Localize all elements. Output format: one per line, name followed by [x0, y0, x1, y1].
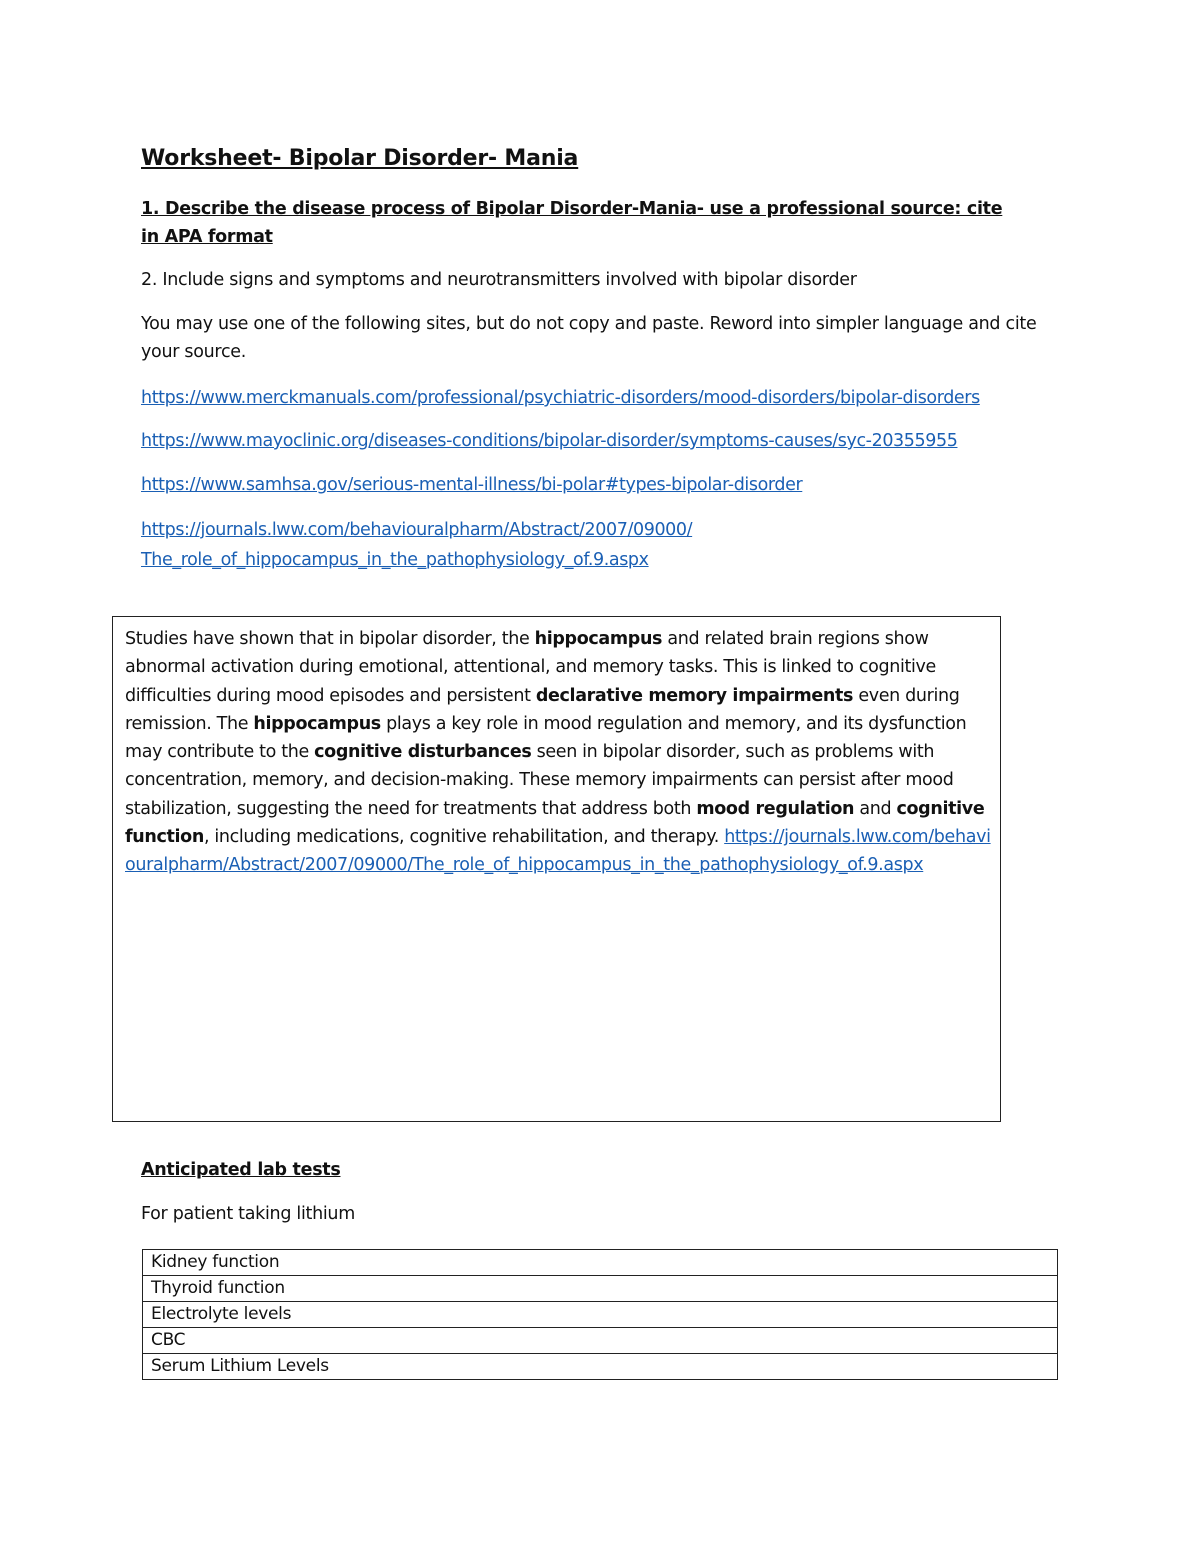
lab-test-cell[interactable]: Kidney function: [143, 1250, 1058, 1276]
lab-test-cell[interactable]: CBC: [143, 1328, 1058, 1354]
lab-tests-table: [142, 1249, 1058, 1380]
mayo-clinic-link[interactable]: https://www.mayoclinic.org/diseases-conditions/bipolar-disorder/symptoms-causes/syc-20355955: [141, 431, 958, 451]
lab-test-cell[interactable]: Thyroid function: [143, 1276, 1058, 1302]
journals-lww-link-line-2: The_role_of_hippocampus_in_the_pathophysiology_of.9.aspx: [141, 550, 649, 570]
answer-bold-term: declarative memory impairments: [535, 685, 854, 706]
answer-paragraph: [125, 625, 991, 880]
answer-text-box[interactable]: [112, 616, 1001, 1122]
journals-lww-link[interactable]: [141, 515, 841, 575]
table-row: [143, 1354, 1058, 1380]
answer-text-segment: even during remission. The: [125, 685, 960, 734]
answer-text-segment: plays a key role in mood regulation and memory, and its dysfunction may contribute to the: [125, 713, 967, 763]
answer-bold-term: cognitive disturbances: [314, 742, 532, 763]
answer-bold-term: hippocampus: [253, 713, 381, 734]
table-row: [143, 1328, 1058, 1354]
answer-text-segment: Studies have shown that in bipolar disorder, the: [125, 629, 535, 649]
lab-test-cell[interactable]: Electrolyte levels: [143, 1302, 1058, 1328]
answer-text-segment: seen in bipolar disorder, such as problems with concentration, memory, and decision-making. These memory impairments can persist after mood stabilization, suggesting the need for treatments that address both: [125, 742, 954, 819]
answer-text-segment: and: [854, 798, 897, 819]
lab-tests-heading: Anticipated lab tests: [141, 1160, 341, 1180]
question-2: 2. Include signs and symptoms and neurotransmitters involved with bipolar disorder: [141, 270, 857, 290]
worksheet-title: Worksheet- Bipolar Disorder- Mania: [141, 146, 579, 171]
table-row: [143, 1302, 1058, 1328]
lab-test-cell[interactable]: Serum Lithium Levels: [143, 1354, 1058, 1380]
answer-text-segment: , including medications, cognitive rehabilitation, and therapy.: [203, 827, 719, 848]
answer-bold-term: hippocampus: [534, 629, 663, 649]
journals-lww-link-line-1: https://journals.lww.com/behaviouralpharm/Abstract/2007/09000/: [141, 520, 693, 540]
source-instructions: You may use one of the following sites, but do not copy and paste. Reword into simpler language and cite your source.: [141, 314, 1037, 362]
merck-manuals-link[interactable]: https://www.merckmanuals.com/professional/psychiatric-disorders/mood-disorders/bipolar-disorders: [141, 388, 980, 408]
answer-text-segment: and related brain regions show abnormal activation during emotional, attentional, and memory tasks. This is linked to cognitive difficulties during mood episodes and persistent: [125, 629, 936, 706]
lab-tests-subheading: For patient taking lithium: [141, 1204, 355, 1224]
answer-bold-term: cognitive function: [125, 798, 985, 848]
question-1: 1. Describe the disease process of Bipolar Disorder-Mania- use a professional source: cite in APA format: [141, 199, 1003, 247]
answer-bold-term: mood regulation: [696, 798, 855, 819]
table-row: [143, 1250, 1058, 1276]
samhsa-link[interactable]: https://www.samhsa.gov/serious-mental-illness/bi-polar#types-bipolar-disorder: [141, 475, 803, 495]
table-row: [143, 1276, 1058, 1302]
answer-citation-link[interactable]: https://journals.lww.com/behaviouralpharm/Abstract/2007/09000/The_role_of_hippocampus_in_the_pathophysiology_of.9.aspx: [125, 827, 991, 876]
